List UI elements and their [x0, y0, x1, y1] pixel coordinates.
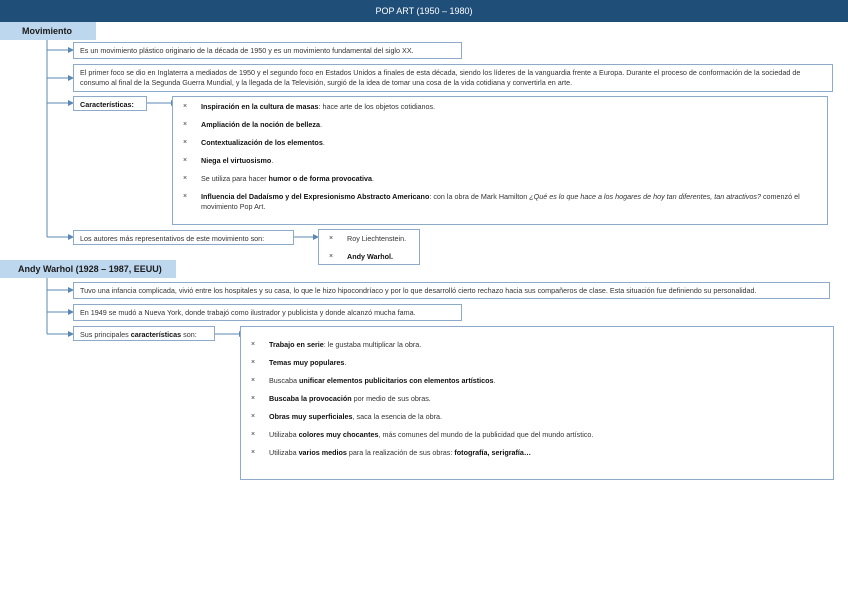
- movimiento-caracteristica-item: [183, 120, 821, 130]
- bullet-x-icon: ×: [183, 157, 188, 164]
- item-text-rest: .: [322, 138, 325, 147]
- movimiento-caracteristica-item-text: [183, 120, 821, 130]
- warhol-caracteristica-item-text: [251, 376, 827, 386]
- warhol-caracteristica-item-text: [251, 412, 827, 422]
- item-text-bold: varios medios: [298, 448, 347, 457]
- item-text-pre: Se utiliza para hacer: [201, 174, 269, 183]
- movimiento-caracteristica-item: [183, 192, 821, 212]
- movimiento-caracteristica-item: [183, 174, 821, 184]
- movimiento-caracteristica-item: [183, 102, 821, 112]
- warhol-caracteristica-item-text: [251, 340, 827, 350]
- bullet-x-icon: ×: [183, 193, 188, 200]
- bullet-x-icon: ×: [251, 395, 256, 402]
- item-text-bold: humor o de forma provocativa: [268, 174, 372, 183]
- bullet-x-icon: ×: [183, 103, 188, 110]
- bullet-x-icon: ×: [183, 139, 188, 146]
- warhol-caracteristica-item-text: [251, 394, 827, 404]
- bullet-x-icon: ×: [329, 235, 334, 242]
- movimiento-caracteristica-item-text: [183, 102, 821, 112]
- item-text-bold: Influencia del Dadaísmo y del Expresionismo Abstracto Americano: [201, 192, 430, 201]
- item-text-bold: Niega el virtuosismo: [201, 156, 272, 165]
- item-text-rest: , saca la esencia de la obra.: [352, 412, 442, 421]
- movimiento-caracteristica-item-text: [183, 138, 821, 148]
- item-text-bold: Ampliación de la noción de belleza: [201, 120, 321, 129]
- warhol-caracteristica-item: [251, 340, 827, 350]
- item-text-pre: Utilizaba: [269, 430, 299, 439]
- warhol-caracteristicas-pre: Sus principales: [80, 330, 131, 339]
- item-text-rest: por medio de sus obras.: [351, 394, 431, 403]
- item-text-rest: : le gustaba multiplicar la obra.: [323, 340, 422, 349]
- item-text-rest: para la realización de sus obras:: [346, 448, 455, 457]
- warhol-caracteristicas-label: [73, 326, 215, 341]
- warhol-node-newyork: En 1949 se mudó a Nueva York, donde trabajó como ilustrador y publicista y donde alcanzó mucha fama.: [73, 304, 462, 321]
- warhol-caracteristica-item: [251, 358, 827, 368]
- movimiento-caracteristicas-label: Características:: [73, 96, 147, 111]
- bullet-x-icon: ×: [251, 359, 256, 366]
- item-text-bold: Obras muy superficiales: [269, 412, 353, 421]
- movimiento-caracteristica-item-text: [183, 192, 821, 212]
- movimiento-caracteristica-item: [183, 156, 821, 166]
- warhol-caracteristica-item-text: [251, 448, 827, 458]
- movimiento-caracteristica-item-text: [183, 174, 821, 184]
- bullet-x-icon: ×: [251, 449, 256, 456]
- item-text-pre: Buscaba: [269, 376, 299, 385]
- item-text-tail: comenzó el movimiento Pop Art.: [201, 192, 800, 211]
- item-text-rest: .: [344, 358, 347, 367]
- item-text-rest: , más comunes del mundo de la publicidad que del mundo artístico.: [378, 430, 594, 439]
- bullet-x-icon: ×: [251, 431, 256, 438]
- movimiento-autores-label: Los autores más representativos de este movimiento son:: [73, 230, 294, 245]
- item-text-bold: Inspiración en la cultura de masas: [201, 102, 319, 111]
- warhol-caracteristicas-list: [240, 326, 834, 480]
- item-text-rest: : con la obra de Mark Hamilton: [429, 192, 530, 201]
- section-heading-movimiento: Movimiento: [0, 22, 96, 40]
- warhol-caracteristicas-bold: características: [130, 330, 182, 339]
- warhol-caracteristica-item: [251, 430, 827, 440]
- warhol-caracteristica-item-text: [251, 358, 827, 368]
- item-text-bold: Contextualización de los elementos: [201, 138, 323, 147]
- item-text-rest: .: [271, 156, 274, 165]
- item-text-rest: .: [320, 120, 323, 129]
- movimiento-node-origin: Es un movimiento plástico originario de la década de 1950 y es un movimiento fundamental del siglo XX.: [73, 42, 462, 59]
- bullet-x-icon: ×: [183, 175, 188, 182]
- autor-name: Andy Warhol.: [347, 252, 394, 261]
- page-title: POP ART (1950 – 1980): [0, 0, 848, 22]
- warhol-caracteristica-item: [251, 394, 827, 404]
- movimiento-autores-list: [318, 229, 420, 265]
- bullet-x-icon: ×: [329, 253, 334, 260]
- item-text-bold: Temas muy populares: [269, 358, 345, 367]
- movimiento-caracteristica-item-text: [183, 156, 821, 166]
- autor-item: [329, 234, 413, 244]
- autor-name: Roy Liechtenstein.: [347, 234, 407, 243]
- bullet-x-icon: ×: [251, 341, 256, 348]
- item-text-italic: ¿Qué es lo que hace a los hogares de hoy tan diferentes, tan atractivos?: [529, 192, 761, 201]
- movimiento-caracteristica-item: [183, 138, 821, 148]
- movimiento-node-history: El primer foco se dio en Inglaterra a mediados de 1950 y el segundo foco en Estados Unidos a finales de esta década, siendo los líderes de la vanguardia frente a Europa. Durante el proceso de conformación de la sociedad de consumo al final de la Segunda Guerra Mundial, y la llegada de la Televisión, surgió de la idea de tomar una cosa de la vida cotidiana y convertirla en arte.: [73, 64, 833, 92]
- section-heading-warhol: Andy Warhol (1928 – 1987, EEUU): [0, 260, 176, 278]
- warhol-caracteristica-item: [251, 448, 827, 458]
- bullet-x-icon: ×: [251, 377, 256, 384]
- warhol-node-childhood: Tuvo una infancia complicada, vivió entre los hospitales y su casa, lo que le hizo hipocondríaco y por lo que desarrolló cierto rechazo hacia sus compañeros de clase. Esta situación fue definiendo su personalidad.: [73, 282, 830, 299]
- warhol-caracteristica-item: [251, 376, 827, 386]
- bullet-x-icon: ×: [251, 413, 256, 420]
- warhol-caracteristica-item-text: [251, 430, 827, 440]
- item-text-bold: Buscaba la provocación: [269, 394, 352, 403]
- warhol-caracteristica-item: [251, 412, 827, 422]
- item-text-rest: .: [371, 174, 374, 183]
- item-text-rest: .: [493, 376, 496, 385]
- item-text-bold-2: fotografía, serigrafía…: [454, 448, 532, 457]
- item-text-rest: : hace arte de los objetos cotidianos.: [318, 102, 436, 111]
- warhol-caracteristicas-post: son:: [181, 330, 197, 339]
- bullet-x-icon: ×: [183, 121, 188, 128]
- item-text-bold: Trabajo en serie: [269, 340, 324, 349]
- item-text-bold: colores muy chocantes: [298, 430, 379, 439]
- autor-item: [329, 252, 413, 262]
- movimiento-caracteristicas-list: [172, 96, 828, 225]
- item-text-bold: unificar elementos publicitarios con elementos artísticos: [298, 376, 494, 385]
- item-text-pre: Utilizaba: [269, 448, 299, 457]
